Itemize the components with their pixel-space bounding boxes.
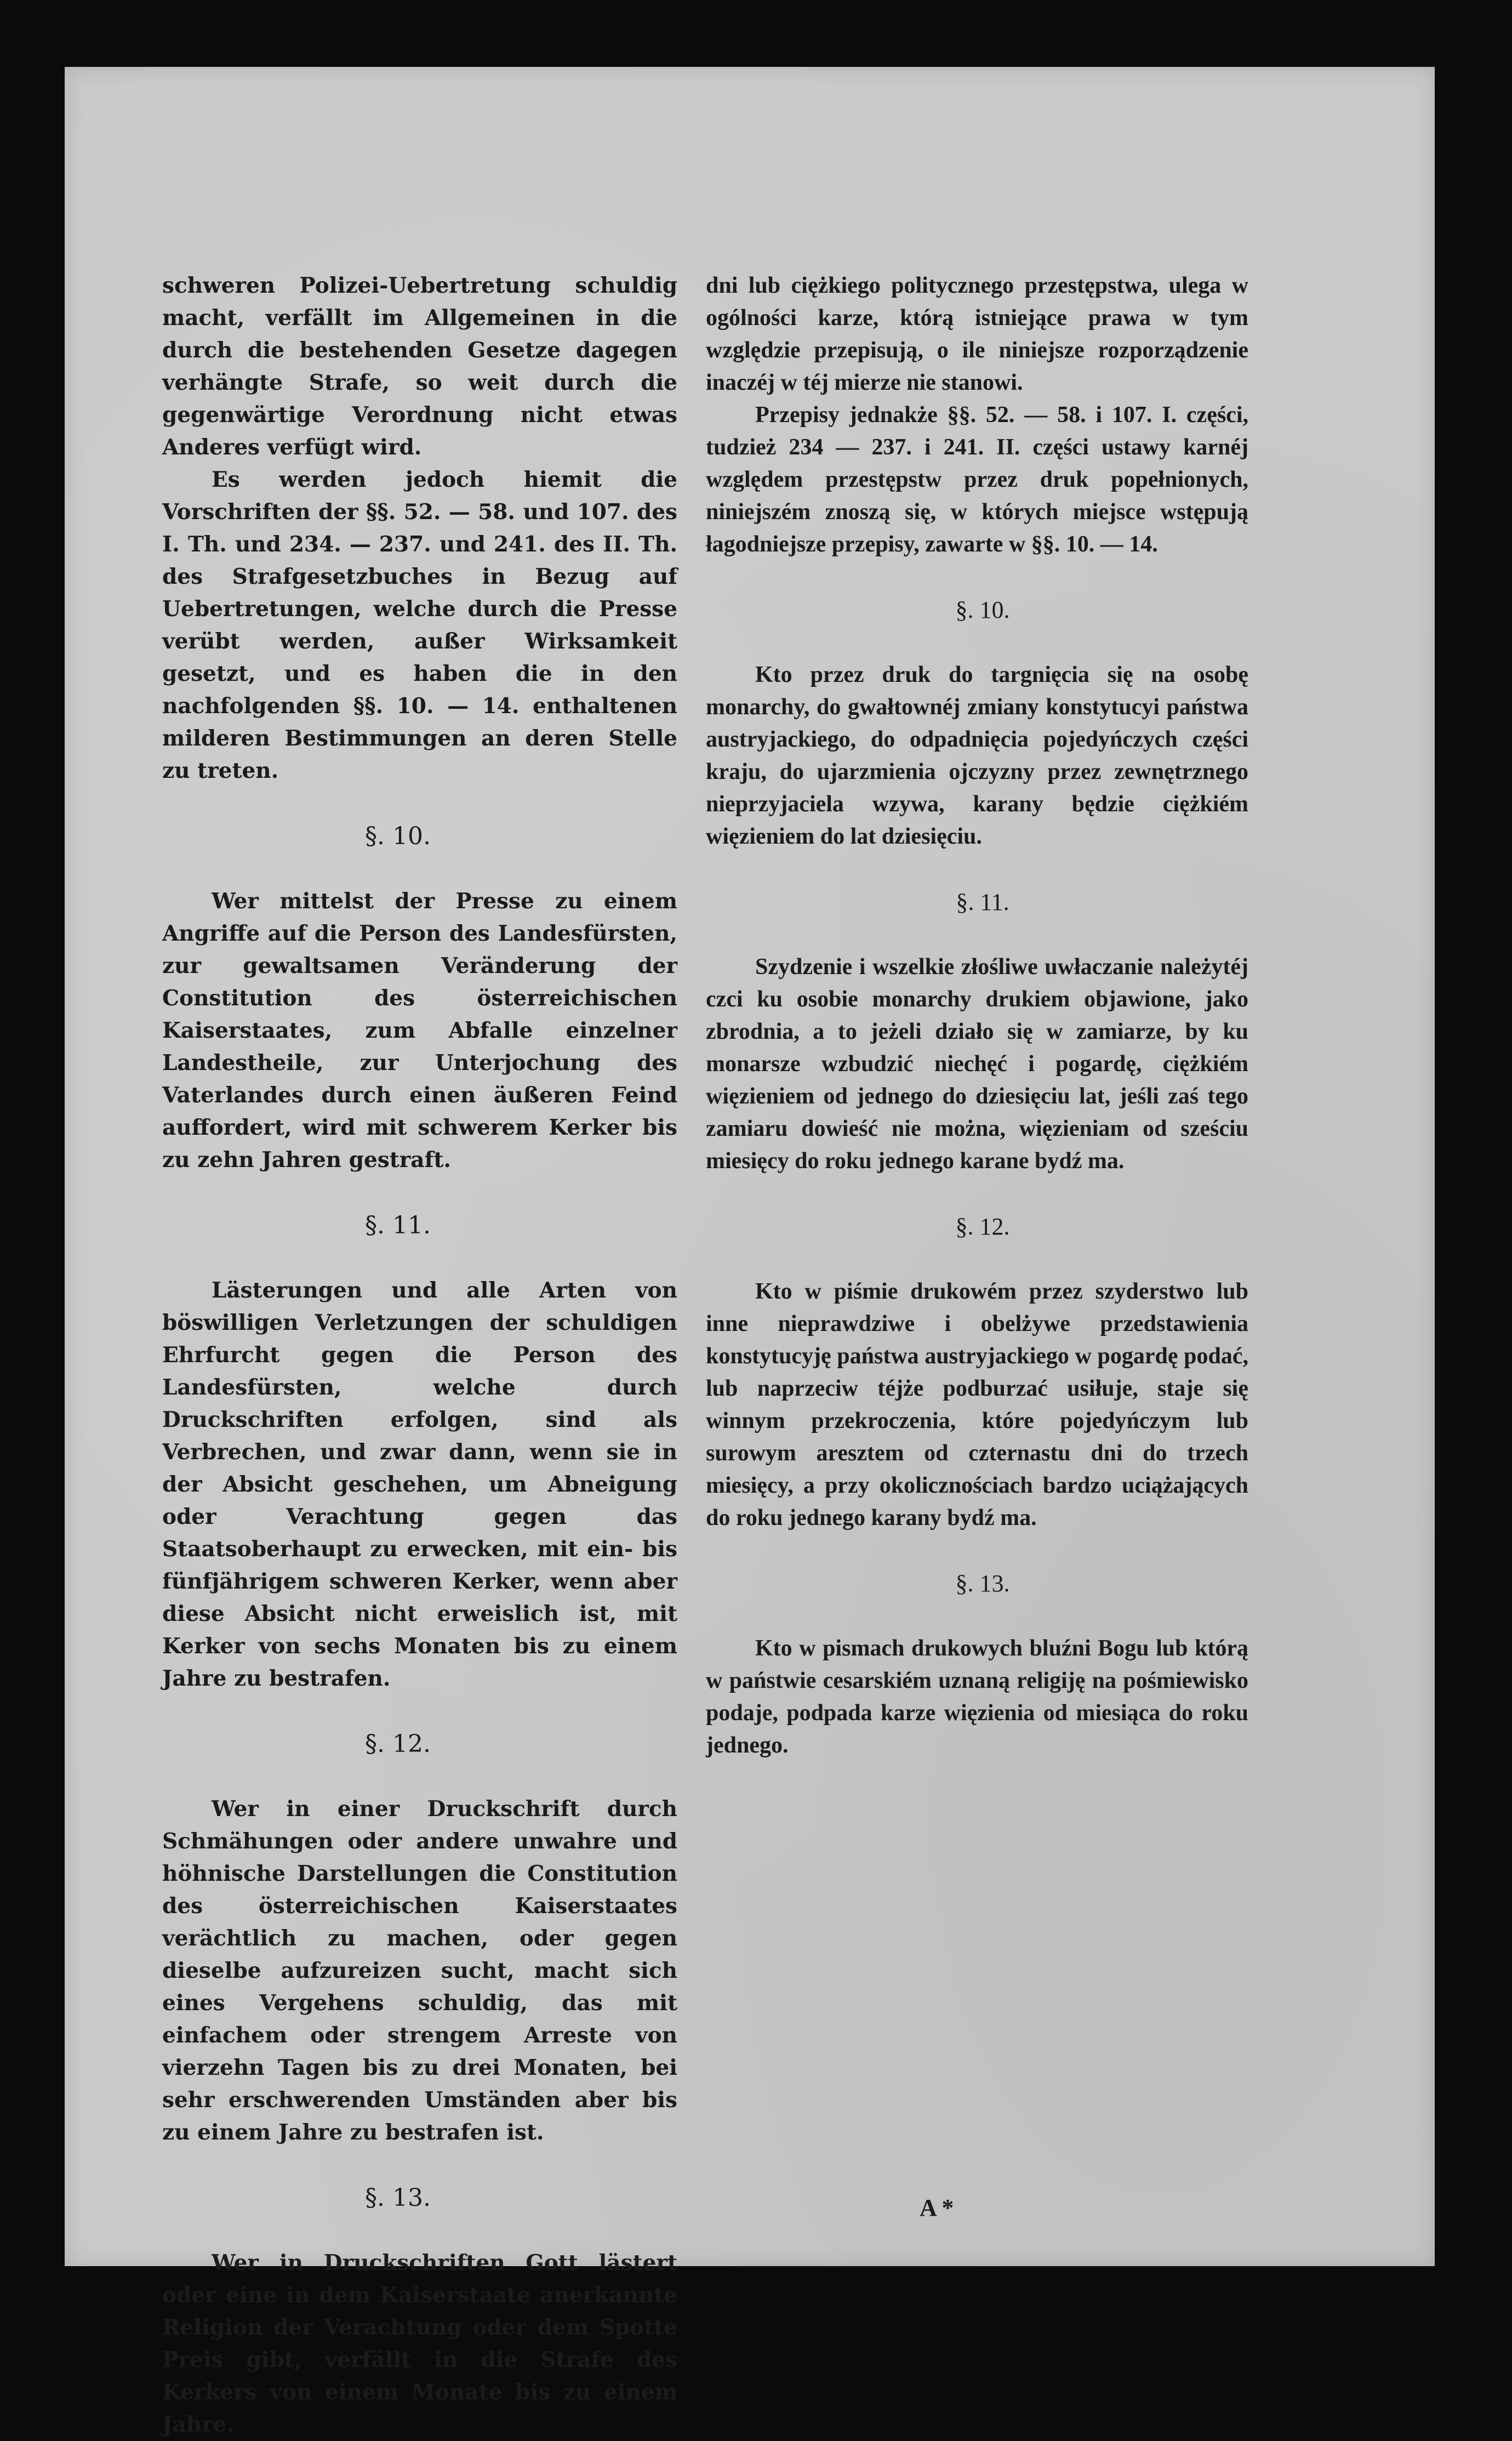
signature-mark: A * — [920, 2194, 954, 2221]
document-page — [65, 67, 1435, 2437]
german-column — [162, 270, 677, 2441]
polish-section-13-title: §. 13. — [955, 1570, 1010, 1597]
german-section-12-text: Wer in einer Druckschrift durch Schmähungen oder andere unwahre und höhnische Darstellungen die Constitution des österreichischen Kaiserstaates verächtlich zu machen, oder gegen dieselbe aufzureizen sucht, macht sich eines Vergehens schuldig, das mit einfachem oder strengem Arreste von vierzehn Tagen bis zu drei Monaten, bei sehr erschwerenden Umständen aber bis zu einem Jahre zu bestrafen ist. — [162, 1796, 677, 2145]
german-section-11-title: §. 11. — [365, 1211, 431, 1239]
german-section-10-title: §. 10. — [365, 822, 431, 850]
polish-section-13-text: Kto w pismach drukowych bluźni Bogu lub którą w państwie cesarskiém uznaną religiję na pośmiewisko podaje, podpada karze więzienia od miesiąca do roku jednego. — [706, 1636, 1248, 1758]
german-section-11-text: Lästerungen und alle Arten von böswilligen Verletzungen der schuldigen Ehrfurcht gegen die Person des Landesfürsten, welche durch Druckschriften erfolgen, sind als Verbrechen, und zwar dann, wenn sie in der Absicht geschehen, um Abneigung oder Verachtung gegen das Staatsoberhaupt zu erwecken, mit ein- bis fünfjährigem schweren Kerker, wenn aber diese Absicht nicht erweislich ist, mit Kerker von sechs Monaten bis zu einem Jahre zu bestrafen. — [162, 1278, 677, 1691]
german-section-13-text: Wer in Druckschriften Gott lästert oder eine in dem Kaiserstaate anerkannte Religion der Verachtung oder dem Spotte Preis gibt, verfällt in die Strafe des Kerkers von einem Monate bis zu einem Jahre. — [162, 2250, 677, 2437]
german-section-10-text: Wer mittelst der Presse zu einem Angriffe auf die Person des Landesfürsten, zur gewaltsamen Veränderung der Constitution des österreichischen Kaiserstaates, zum Abfalle einzelner Landestheile, zur Unterjochung des Vaterlandes durch einen äußeren Feind auffordert, wird mit schwerem Kerker bis zu zehn Jahren gestraft. — [162, 889, 677, 1173]
polish-section-11-text: Szydzenie i wszelkie złośliwe uwłaczanie należytéj czci ku osobie monarchy drukiem objawione, jako zbrodnia, a to jeżeli działo się w zamiarze, by ku monarsze wzbudzić niechęć i pogardę, ciężkiém więzieniem od jednego do dziesięciu lat, jeśli zaś tego zamiaru dowieść nie można, więzieniam od sześciu miesięcy do roku jednego karane bydź ma. — [706, 954, 1248, 1174]
german-section-12-title: §. 12. — [365, 1730, 431, 1758]
polish-section-12-text: Kto w piśmie drukowém przez szyderstwo lub inne nieprawdziwe i obelżywe przedstawienia konstytucyję państwa austryjackiego w pogardę podać, lub naprzeciw téjże podburzać usiłuje, staje się winnym przekroczenia, które pojedyńczym lub surowym aresztem od czternastu dni do trzech miesięcy, a przy okolicznościach bardzo uciążających do roku jednego karany bydź ma. — [706, 1279, 1248, 1530]
polish-section-10-text: Kto przez druk do targnięcia się na osobę monarchy, do gwałtownéj zmiany konstytucyi państwa austryjackiego, do odpadnięcia pojedyńczych części kraju, do ujarzmienia ojczyzny przez zewnętrznego nieprzyjaciela wzywa, karany będzie ciężkiém więzieniem do lat dziesięciu. — [706, 662, 1248, 849]
polish-section-10-title: §. 10. — [955, 596, 1010, 623]
polish-section-11-title: §. 11. — [956, 889, 1009, 915]
german-section-13-title: §. 13. — [365, 2184, 431, 2212]
german-intro-paragraph-2: Es werden jedoch hiemit die Vorschriften der §§. 52. — 58. und 107. des I. Th. und 234. — 237. und 241. des II. Th. des Strafgesetzbuches in Bezug auf Uebertretungen, welche durch die Presse verübt werden, außer Wirksamkeit gesetzt, und es haben die in den nachfolgenden §§. 10. — 14. enthaltenen milderen Bestimmungen an deren Stelle zu treten. — [162, 467, 677, 783]
polish-intro-paragraph-1: dni lub ciężkiego politycznego przestępstwa, ulega w ogólności karze, którą istniejące prawa w tym względzie przepisują, o ile niniejsze rozporządzenie inaczéj w téj mierze nie stanowi. — [706, 273, 1248, 395]
polish-column — [706, 270, 1248, 1762]
polish-section-12-title: §. 12. — [955, 1213, 1010, 1240]
polish-intro-paragraph-2: Przepisy jednakże §§. 52. — 58. i 107. I. części, tudzież 234 — 237. i 241. II. części ustawy karnéj względem przestępstw przez druk popełnionych, niniejszém znoszą się, w których miejsce wstępują łagodniejsze przepisy, zawarte w §§. 10. — 14. — [706, 402, 1248, 557]
german-intro-paragraph-1: schweren Polizei-Uebertretung schuldig macht, verfällt im Allgemeinen in die durch die bestehenden Gesetze dagegen verhängte Strafe, so weit durch die gegenwärtige Verordnung nicht etwas Anderes verfügt wird. — [162, 273, 677, 460]
